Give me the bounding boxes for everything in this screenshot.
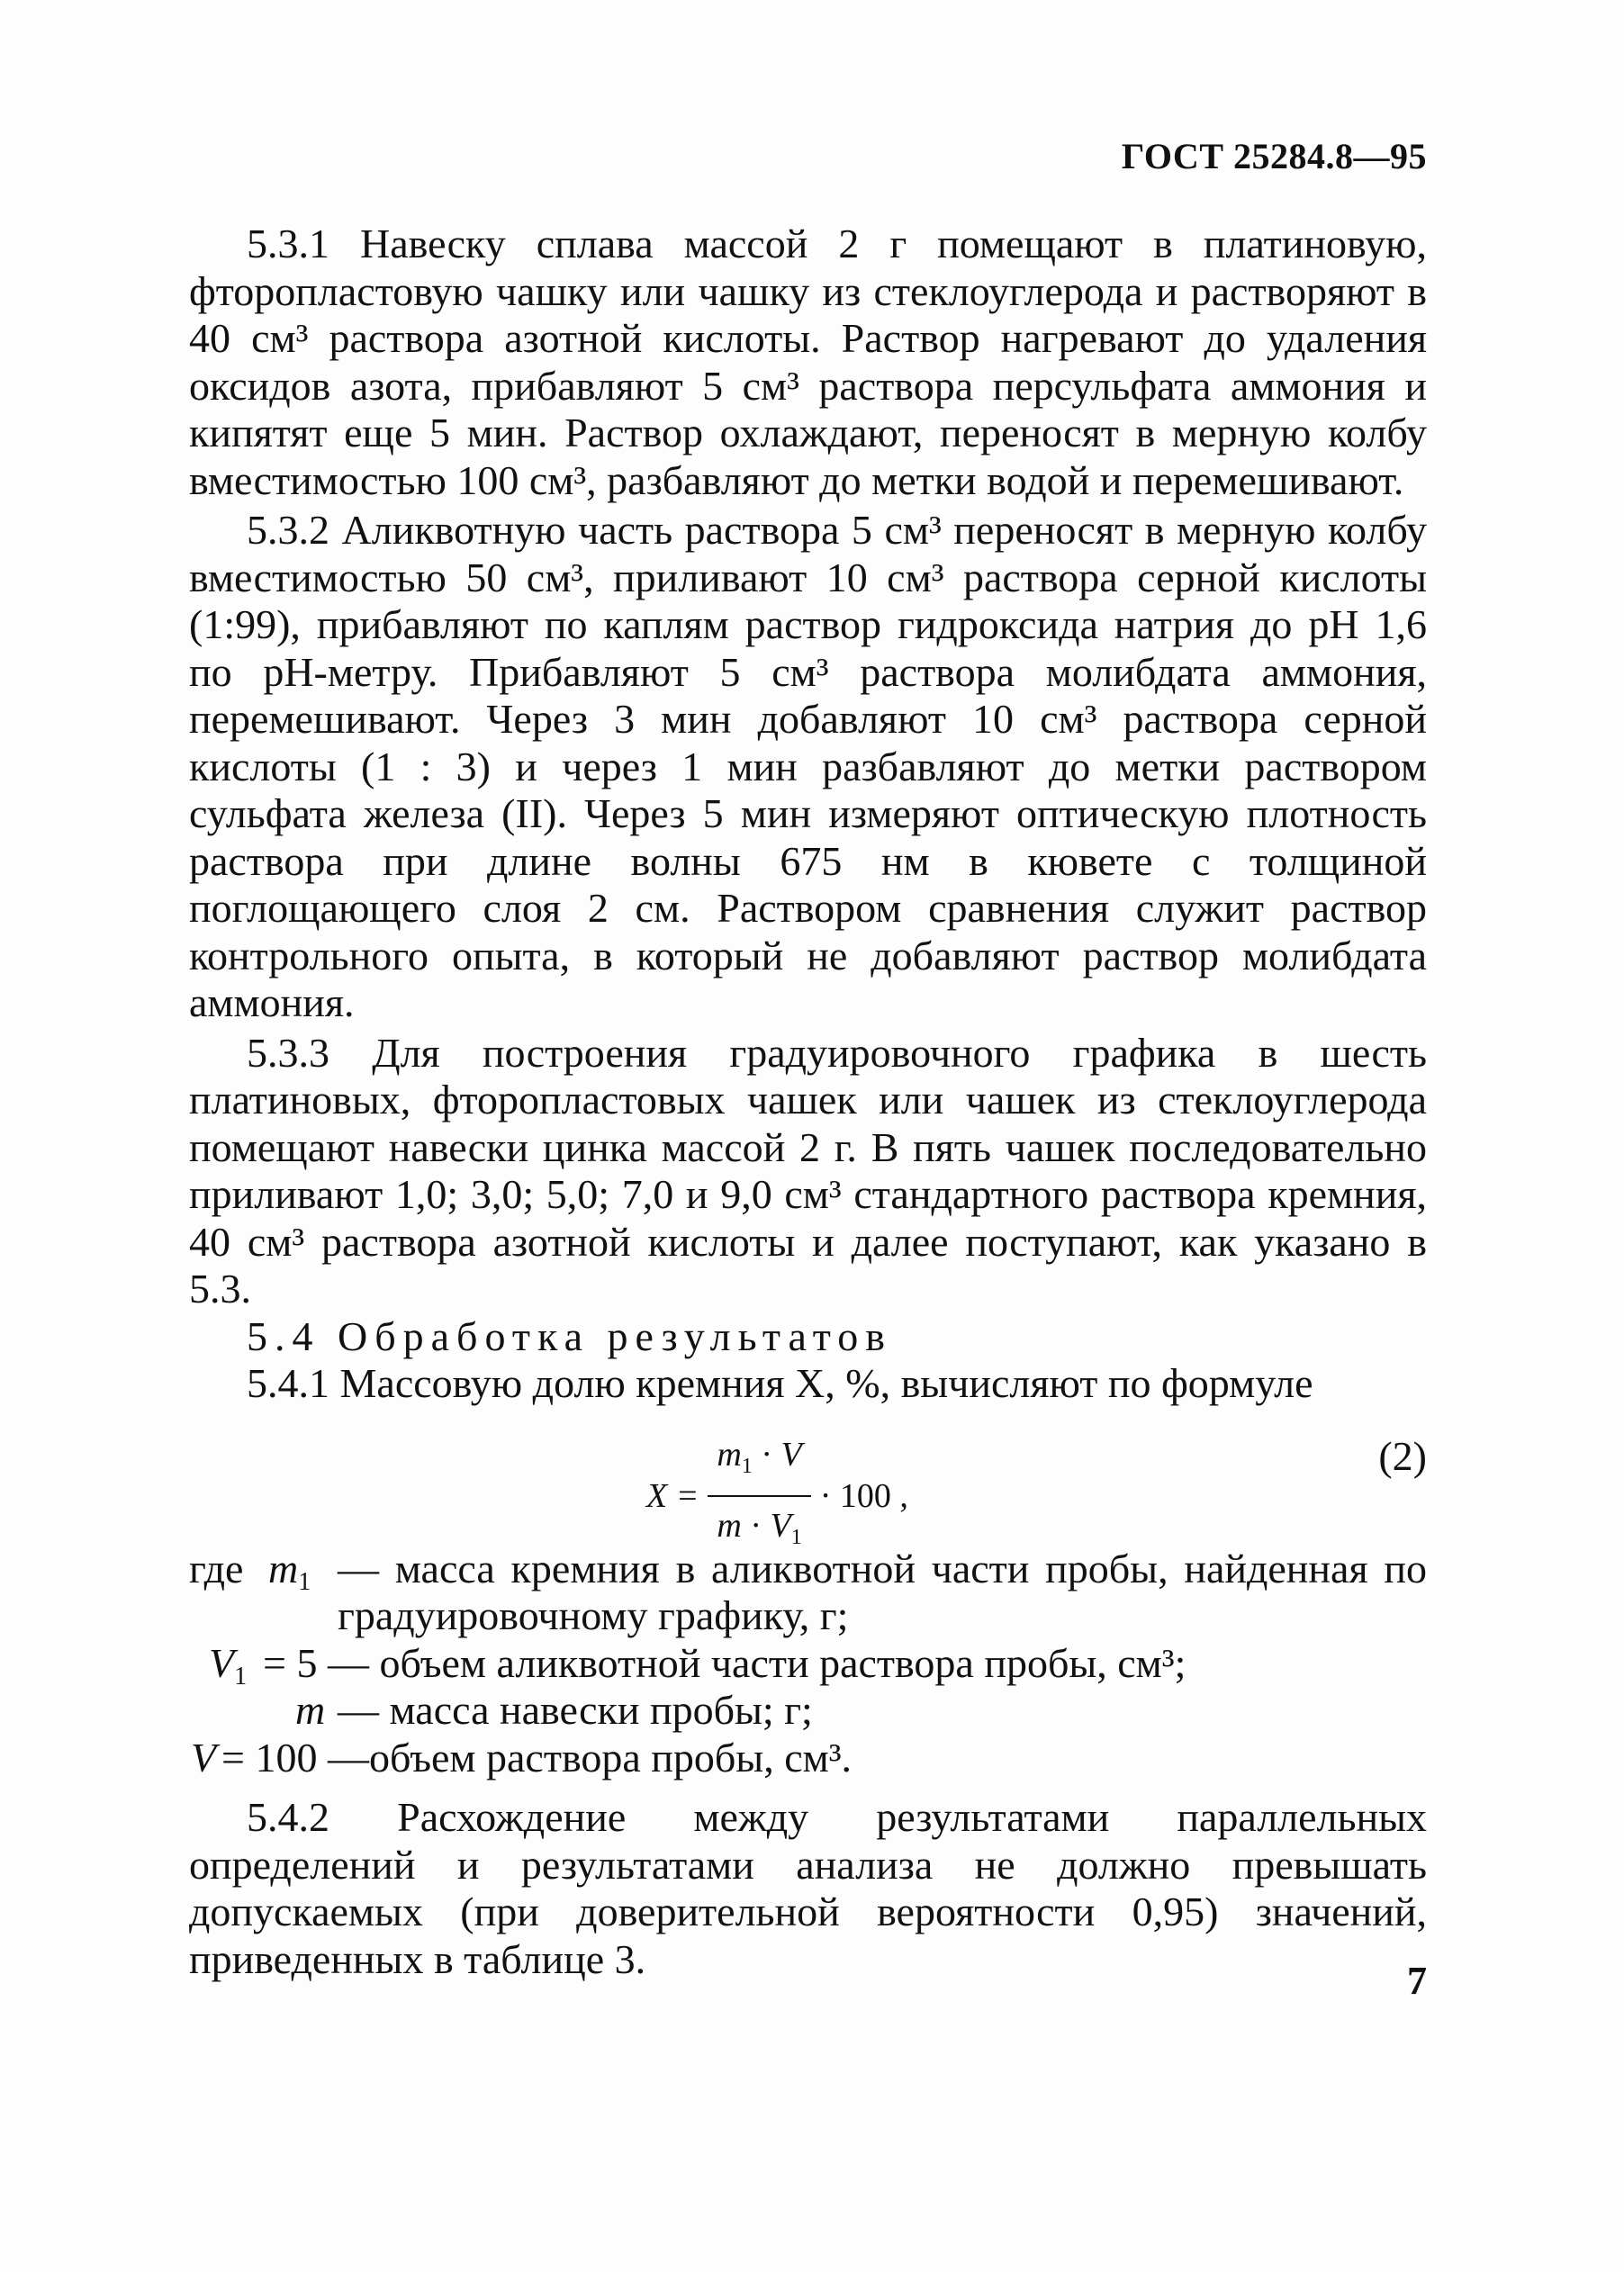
formula-number: (2) (1378, 1432, 1427, 1479)
definition-v1 (189, 1640, 1427, 1688)
formula-num-m: m (717, 1435, 742, 1474)
formula-fraction (708, 1431, 810, 1562)
formula-block (189, 1415, 1427, 1549)
section-heading-5-4: 5.4 Обработка результатов (247, 1312, 892, 1359)
formula-tail: · 100 , (819, 1476, 908, 1515)
definition-m1 (189, 1546, 1427, 1640)
definition-v1-sub: 1 (234, 1662, 248, 1690)
definition-m-symbol: m (295, 1687, 326, 1733)
formula-num-dot: · (761, 1435, 772, 1474)
paragraph-5-4-1: 5.4.1 Массовую долю кремния X, %, вычисляют по формуле (247, 1360, 1313, 1406)
formula-den-m: m (717, 1507, 742, 1545)
page-number: 7 (1407, 1959, 1427, 2003)
paragraph-5-3-2: 5.3.2 Аликвотную часть раствора 5 см³ переносят в мерную колбу вместимостью 50 см³, приливают 10 см³ раствора серной кислоты (1:99), прибавляют по каплям раствор гидроксида натрия до pH 1,6 по pH-метру. Прибавляют 5 см³ раствора молибдата аммония, перемешивают. Через 3 мин добавляют 10 см³ раствора серной кислоты (1 : 3) и через 1 мин разбавляют до метки раствором сульфата железа (II). Через 5 мин измеряют оптическую плотность раствора при длине волны 675 нм в кювете с толщиной поглощающего слоя 2 см. Раствором сравнения служит раствор контрольного опыта, в который не добавляют раствор молибдата аммония. (189, 507, 1427, 1025)
definition-v1-letter: V (209, 1639, 235, 1686)
definition-v1-text: = 5 — объем аликвотной части раствора пробы, см³; (263, 1639, 1186, 1686)
formula-num-m-sub: 1 (741, 1454, 753, 1478)
definition-m-text: — масса навески пробы; г; (338, 1687, 813, 1733)
paragraph-5-3-3: 5.3.3 Для построения градуировочного графика в шесть платиновых, фторопластовых чашек или чашек из стеклоуглерода помещают навески цинка массой 2 г. В пять чашек последовательно приливают 1,0; 3,0; 5,0; 7,0 и 9,0 см³ стандартного раствора кремния, 40 см³ раствора азотной кислоты и далее поступают, как указано в 5.3. (189, 1029, 1427, 1312)
formula-den-v: V (770, 1507, 791, 1545)
silicon-fraction-formula (646, 1431, 908, 1562)
definition-m1-sub: 1 (298, 1567, 311, 1596)
standard-header: ГОСТ 25284.8—95 (1121, 136, 1427, 176)
variable-definitions (189, 1546, 1427, 1782)
definition-m1-letter: m (268, 1545, 299, 1591)
formula-numerator (708, 1431, 810, 1498)
definition-m (189, 1687, 1427, 1735)
definition-m1-symbol (268, 1546, 311, 1607)
definition-v (189, 1735, 1427, 1782)
definition-v-symbol: V (191, 1734, 217, 1781)
definition-v-text: = 100 —объем раствора пробы, см³. (221, 1734, 853, 1781)
paragraph-5-3-1: 5.3.1 Навеску сплава массой 2 г помещают в платиновую, фторопластовую чашку или чашку из стеклоуглерода и растворяют в 40 см³ раствора азотной кислоты. Раствор нагревают до удаления оксидов азота, прибавляют 5 см³ раствора персульфата аммония и кипятят еще 5 мин. Раствор охлаждают, переносят в мерную колбу вместимостью 100 см³, разбавляют до метки водой и перемешивают. (189, 221, 1427, 503)
definition-where-label: где (189, 1545, 244, 1591)
formula-num-v: V (780, 1435, 802, 1474)
formula-den-dot: · (750, 1507, 762, 1545)
definition-m1-text: — масса кремния в аликвотной части пробы, найденная по градуировочному графику, г; (338, 1545, 1427, 1638)
document-body (189, 221, 1427, 1983)
formula-den-v-sub: 1 (790, 1526, 802, 1549)
paragraph-5-4-2: 5.4.2 Расхождение между результатами параллельных определений и результатами анализа не должно превышать допускаемых (при доверительной вероятности 0,95) значений, приведенных в таблице 3. (189, 1794, 1427, 1982)
formula-lhs: X = (646, 1476, 699, 1515)
